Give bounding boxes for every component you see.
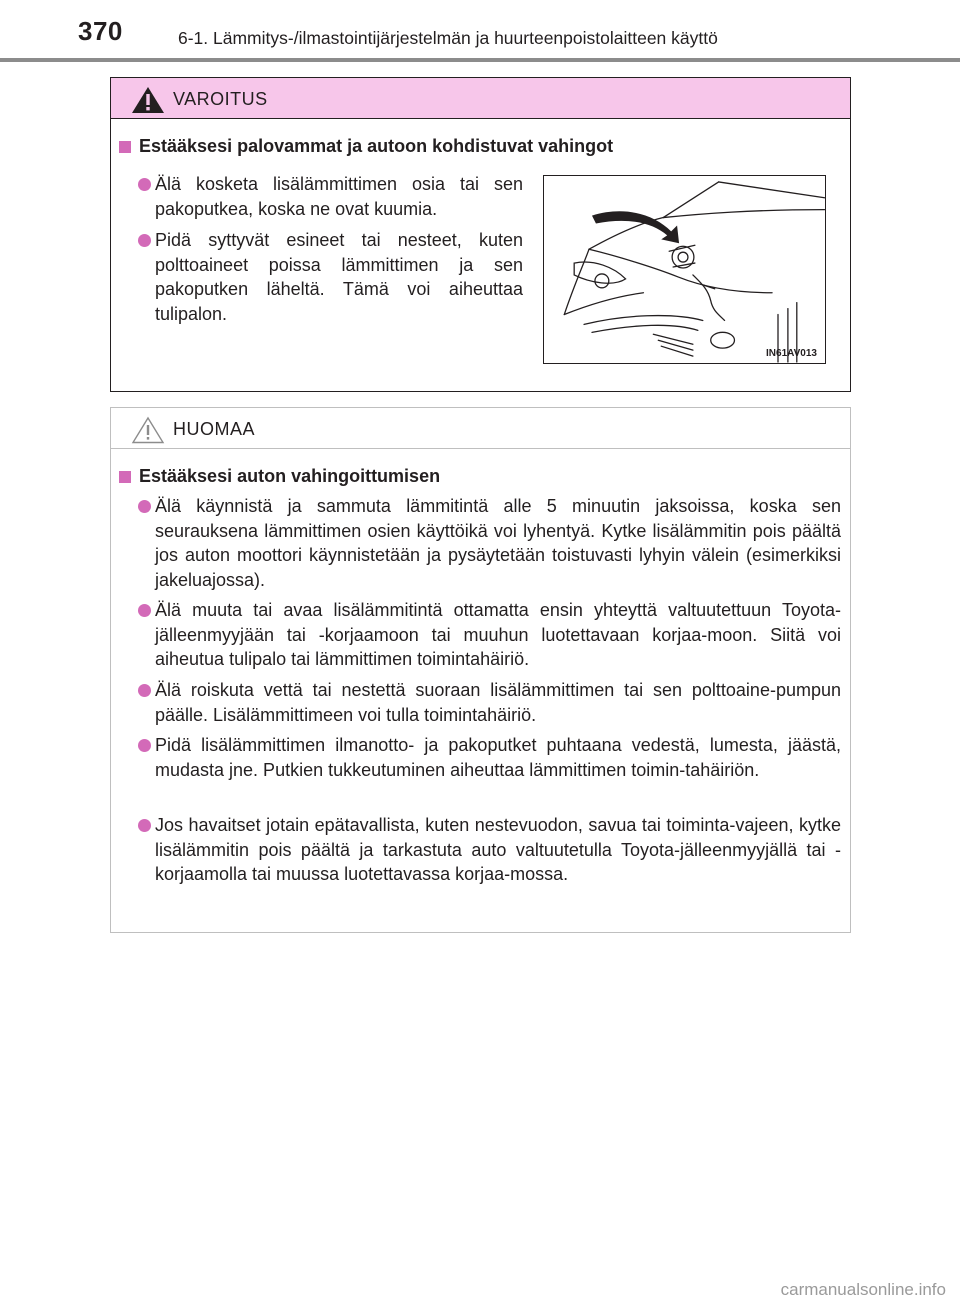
square-bullet-icon [119, 471, 131, 483]
warning-bullet-text: Älä kosketa lisälämmittimen osia tai sen pakoputkea, koska ne ovat kuumia. [155, 174, 523, 219]
warning-section-title-text: Estääksesi palovammat ja autoon kohdistuvat vahingot [139, 136, 614, 156]
notice-bullet-4 [155, 733, 841, 782]
page-header [0, 0, 960, 62]
warning-label: VAROITUS [173, 89, 268, 109]
notice-section-title [119, 466, 440, 487]
notice-box [110, 407, 851, 933]
circle-bullet-icon [138, 739, 151, 752]
notice-bullet-2 [155, 598, 841, 672]
circle-bullet-icon [138, 500, 151, 513]
warning-header [111, 78, 850, 119]
notice-bullet-text: Älä käynnistä ja sammuta lämmitintä alle 5 minuutin jaksoissa, koska sen seurauksena lämmittimen osien käyttöikä voi lyhentyä. Kytke lisälämmitin pois päältä jos auton moottori käynnistetään ja pysäytetään toistuvasti lyhyin välein (esimerkiksi jakeluajossa). [155, 496, 841, 590]
warning-section-title [119, 136, 613, 157]
warning-triangle-icon [131, 86, 165, 114]
notice-label: HUOMAA [173, 419, 256, 439]
chapter-title: 6-1. Lämmitys-/ilmastointijärjestelmän ja huurteenpoistolaitteen käyttö [178, 28, 718, 48]
page-number: 370 [78, 16, 123, 46]
caution-triangle-icon [131, 416, 165, 444]
watermark: carmanualsonline.info [780, 1280, 946, 1299]
figure-code: IN61AV013 [766, 348, 817, 359]
circle-bullet-icon [138, 684, 151, 697]
notice-bullet-text: Jos havaitset jotain epätavallista, kuten nestevuodon, savua tai toiminta-vajeen, kytke lisälämmitin pois päältä ja tarkastuta auto valtuutetulla Toyota-jälleenmyyjällä tai -korjaamolla tai muussa luotettavassa korjaa-mossa. [155, 815, 841, 884]
warning-bullet-text: Pidä syttyvät esineet tai nesteet, kuten polttoaineet poissa lämmittimen ja sen pakoputken läheltä. Tämä voi aiheuttaa tulipalon. [155, 230, 523, 324]
warning-bullet-2 [155, 228, 523, 326]
heater-illustration [543, 175, 826, 364]
notice-bullet-text: Älä muuta tai avaa lisälämmitintä ottamatta ensin yhteyttä valtuutettuun Toyota-jälleenmyyjään tai -korjaamoon tai muuhun luotettavaan korjaa-moon. Siitä voi aiheutua tulipalo tai lämmittimen toimintahäiriö. [155, 600, 841, 669]
warning-bullet-1 [155, 172, 523, 221]
circle-bullet-icon [138, 819, 151, 832]
notice-section-title-text: Estääksesi auton vahingoittumisen [139, 466, 441, 486]
notice-bullet-3 [155, 678, 841, 727]
car-front-drawing [544, 176, 825, 363]
circle-bullet-icon [138, 234, 151, 247]
header-rule [0, 58, 960, 62]
notice-bullet-5 [155, 813, 841, 887]
notice-bullet-text: Älä roiskuta vettä tai nestettä suoraan lisälämmittimen tai sen polttoaine-pumpun päälle. Lisälämmittimeen voi tulla toimintahäiriö. [155, 680, 841, 725]
square-bullet-icon [119, 141, 131, 153]
notice-bullet-text: Pidä lisälämmittimen ilmanotto- ja pakoputket puhtaana vedestä, lumesta, jäästä, mudasta jne. Putkien tukkeutuminen aiheuttaa lämmittimen toimin-tahäiriön. [155, 735, 841, 780]
notice-header [111, 408, 850, 449]
circle-bullet-icon [138, 178, 151, 191]
circle-bullet-icon [138, 604, 151, 617]
warning-box [110, 77, 851, 392]
notice-bullet-1 [155, 494, 841, 592]
